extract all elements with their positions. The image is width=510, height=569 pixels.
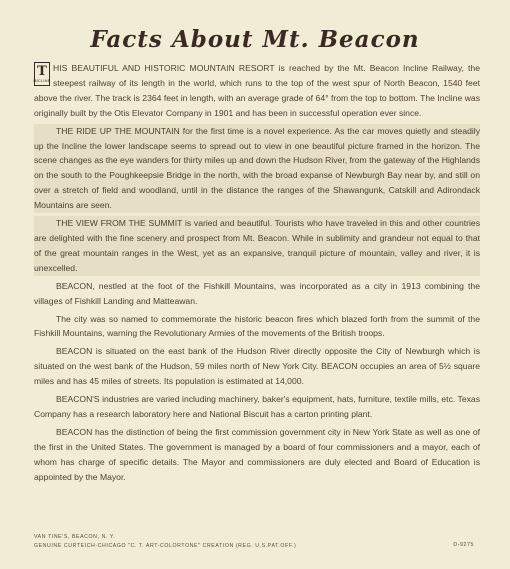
dropcap-letter: T (37, 64, 47, 79)
footer-code: D-9275 (453, 542, 474, 548)
footer-publisher: VAN TINE'S, BEACON, N. Y. (34, 534, 116, 540)
paragraph-intro-text: HIS BEAUTIFUL AND HISTORIC MOUNTAIN RESORT is reached by the Mt. Beacon Incline Railway, the steepest railway of its length in the world, which runs to the top of the west spur of North Beacon, 1540 feet above the river. The track is 2364 feet in length, with an average grade of 64° from the top to bottom. The Incline was originally built by the Otis Elevator Company in 1901 and has been in successful operation ever since. (34, 63, 480, 118)
page-title: Facts About Mt. Beacon (90, 26, 420, 53)
paragraph-view: THE VIEW FROM THE SUMMIT is varied and beautiful. Tourists who have traveled in this and other countries are delighted with the fine scenery and prospect from Mt. Beacon. While in sublimity and grandeur not equal to that of the great mountain ranges in the West, yet as an expansive, tranquil picture of mountain, valley and river, it is unexcelled. (34, 216, 480, 276)
paragraph-ride: THE RIDE UP THE MOUNTAIN for the first time is a novel experience. As the car moves quietly and steadily up the Incline the lower landscape seems to spread out to view in one beautiful picture framed in the horizon. The scene changes as the eye wanders for thirty miles up and down the Hudson River, from the gateway of the Highlands on the south to the Poughkeepsie Bridge in the north, with the broad expanse of Newburgh Bay near by, and still on over a stretch of field and woodland, until in the distance the ranges of the Shawangunk, Catskill and Adirondack Mountains are seen. (34, 124, 480, 213)
footer-credits (34, 533, 296, 551)
incline-dropcap-icon (34, 62, 50, 86)
paragraph-industries: BEACON'S industries are varied including machinery, baker's equipment, hats, furniture, textile mills, etc. Texas Company has a research laboratory here and National Biscuit has a carton printing plant. (34, 394, 480, 419)
paragraph-beacon: BEACON, nestled at the foot of the Fishkill Mountains, was incorporated as a city in 1913 combining the villages of Fishkill Landing and Matteawan. (34, 280, 480, 306)
dropcap-caption: INCLINE (33, 78, 51, 83)
article-body (34, 61, 480, 484)
paragraph-name-origin: The city was so named to commemorate the historic beacon fires which blazed forth from the summit of the Fishkill Mountains, warning the Revolutionary Armies of the movements of the British troops. (34, 313, 480, 339)
paragraph-location: BEACON is situated on the east bank of the Hudson River directly opposite the City of Newburgh which is situated on the west bank of the Hudson, 59 miles north of New York City. BEACON occupies an area of 5½ square miles and has 45 miles of streets. Its population is estimated at 14,000. (34, 346, 480, 387)
footer-printer: GENUINE CURTEICH-CHICAGO "C. T. ART-COLORTONE" CREATION (REG. U.S.PAT.OFF.) (34, 543, 297, 549)
paragraph-government: BEACON has the distinction of being the first commission government city in New York State as well as one of the first in the United States. The government is managed by a board of four commissioners and a mayor, each of whom has charge of specific details. The Mayor and commissioners are duly elected and Board of Education is appointed by the Mayor. (34, 426, 480, 482)
paragraph-intro (34, 61, 480, 121)
